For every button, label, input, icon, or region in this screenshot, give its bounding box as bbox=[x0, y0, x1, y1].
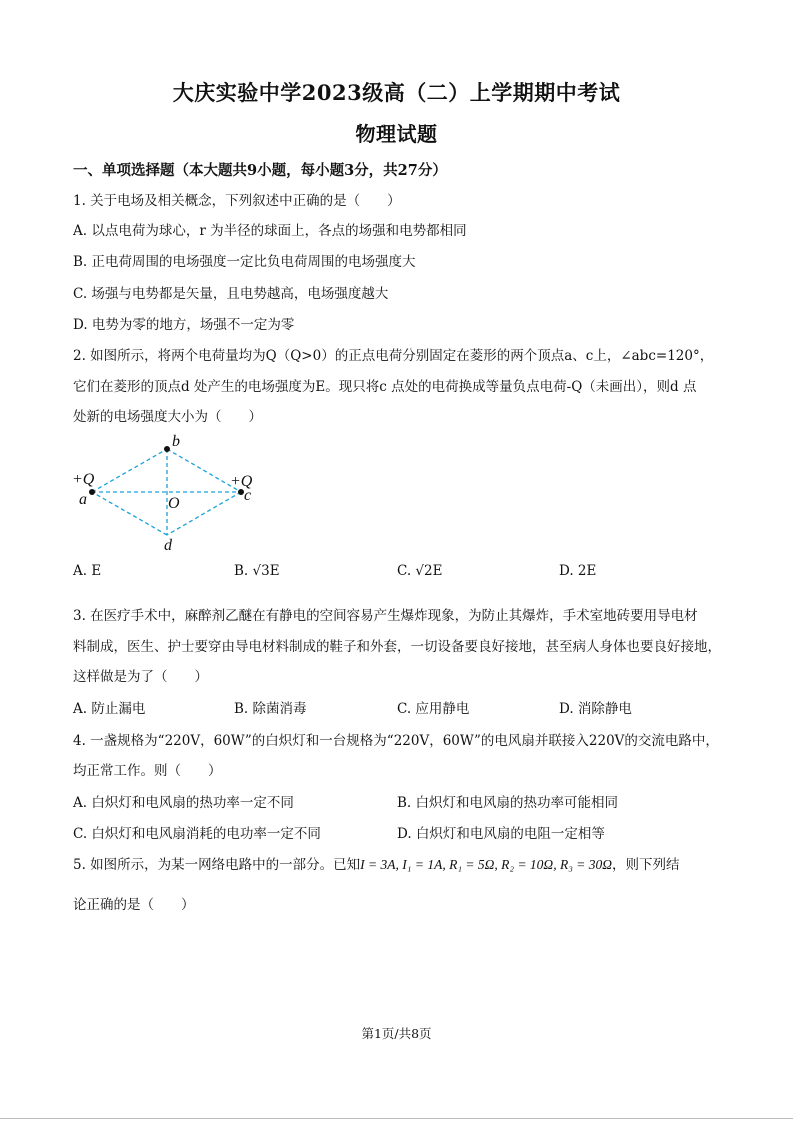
q4-option-d: D. 白炽灯和电风扇的电阻一定相等 bbox=[397, 826, 605, 842]
q2-option-a: A. E bbox=[73, 563, 102, 579]
charge-c: +Q bbox=[230, 473, 253, 490]
q5-stem-line2: 论正确的是（ ） bbox=[73, 897, 195, 913]
q2-stem-line2: 它们在菱形的顶点d 处产生的电场强度为E。现只将c 点处的电荷换成等量负点电荷-Q（未画出），则d 点 bbox=[73, 379, 697, 395]
page-number: 第1页/共8页 bbox=[361, 1026, 432, 1041]
exam-subtitle: 物理试题 bbox=[355, 122, 438, 146]
label-a: a bbox=[79, 491, 87, 508]
q1-option-b: B. 正电荷周围的电场强度一定比负电荷周围的电场强度大 bbox=[73, 254, 416, 270]
label-d: d bbox=[164, 537, 172, 554]
q3-option-b: B. 除菌消毒 bbox=[234, 701, 307, 717]
page-bottom-divider bbox=[0, 1118, 793, 1119]
exam-title: 大庆实验中学2023级高（二）上学期期中考试 bbox=[172, 80, 621, 105]
q5-stem-prefix: 5. 如图所示，为某一网络电路中的一部分。已知 bbox=[73, 857, 361, 873]
label-c: c bbox=[244, 487, 252, 504]
q4-option-a: A. 白炽灯和电风扇的热功率一定不同 bbox=[73, 795, 294, 811]
point-a-dot bbox=[89, 489, 95, 495]
q1-option-a: A. 以点电荷为球心，r 为半径的球面上，各点的场强和电势都相同 bbox=[73, 223, 467, 239]
point-b-dot bbox=[164, 446, 170, 452]
q3-stem-line1: 3. 在医疗手术中，麻醉剂乙醚在有静电的空间容易产生爆炸现象，为防止其爆炸，手术室地砖要用导电材 bbox=[73, 608, 698, 624]
q3-stem-line2: 料制成，医生、护士要穿由导电材料制成的鞋子和外套，一切设备要良好接地，甚至病人身体也要良好接地， bbox=[73, 639, 721, 655]
label-b: b bbox=[172, 433, 180, 450]
q5-formula: I = 3A, I₁ = 1A, R₁ = 5Ω, R₂ = 10Ω, R₃ = 30Ω bbox=[360, 857, 613, 872]
q3-option-a: A. 防止漏电 bbox=[73, 701, 146, 717]
q3-option-d: D. 消除静电 bbox=[559, 701, 632, 717]
q4-option-b: B. 白炽灯和电风扇的热功率可能相同 bbox=[397, 795, 619, 811]
q2-option-d: D. 2E bbox=[559, 563, 597, 579]
q2-option-b: B. √3E bbox=[234, 563, 280, 579]
q2-stem-line1: 2. 如图所示，将两个电荷量均为Q（Q>0）的正点电荷分别固定在菱形的两个顶点a、c上，∠abc=120°， bbox=[73, 348, 714, 364]
section-heading: 一、单项选择题（本大题共9小题，每小题3分，共27分） bbox=[73, 162, 447, 179]
q3-option-c: C. 应用静电 bbox=[397, 701, 470, 717]
label-o: O bbox=[168, 495, 180, 512]
q1-option-c: C. 场强与电势都是矢量，且电势越高，电场强度越大 bbox=[73, 286, 389, 302]
q4-stem-line2: 均正常工作。则（ ） bbox=[73, 763, 222, 779]
charge-a: +Q bbox=[72, 471, 95, 488]
q4-option-c: C. 白炽灯和电风扇消耗的电功率一定不同 bbox=[73, 826, 321, 842]
q5-stem-suffix: ，则下列结 bbox=[612, 857, 680, 873]
q2-option-c: C. √2E bbox=[397, 563, 443, 579]
rhombus-figure bbox=[70, 428, 270, 558]
q3-stem-line3: 这样做是为了（ ） bbox=[73, 669, 208, 685]
q4-stem-line1: 4. 一盏规格为“220V，60W”的白炽灯和一台规格为“220V，60W”的电风扇并联接入220V的交流电路中， bbox=[73, 733, 719, 749]
q1-stem: 1. 关于电场及相关概念，下列叙述中正确的是（ ） bbox=[73, 193, 401, 209]
q5-stem-line1 bbox=[73, 853, 680, 873]
q1-option-d: D. 电势为零的地方，场强不一定为零 bbox=[73, 317, 295, 333]
q2-stem-line3: 处新的电场强度大小为（ ） bbox=[73, 409, 262, 425]
